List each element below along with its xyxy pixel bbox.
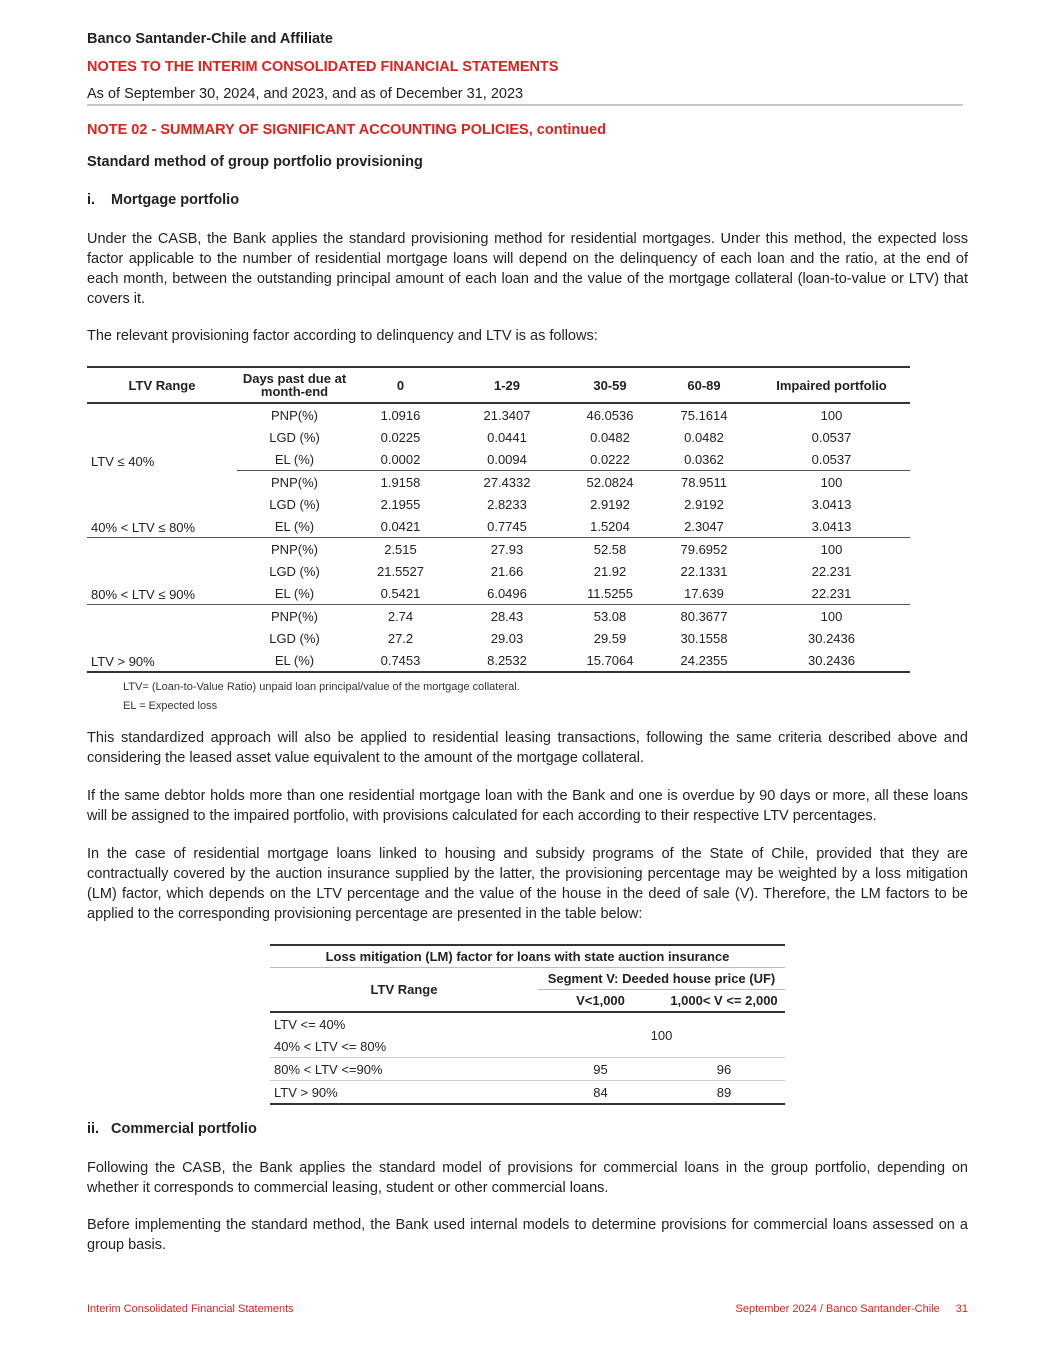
metric-cell: LGD (%) [269,429,320,445]
value-cell: 84 [538,1081,663,1105]
ltv-range-cell: LTV ≤ 40% [91,453,155,469]
value-cell: 27.93 [490,541,524,557]
mortgage-heading-number: i. [87,192,96,208]
merged-value-cell: 100 [538,1012,785,1058]
metric-cell: EL (%) [237,582,352,605]
footer-document-name: Interim Consolidated Financial Statements [87,1303,294,1315]
metric-cell: LGD (%) [269,630,320,646]
as-of-date: As of September 30, 2024, and 2023, and as of December 31, 2023 [87,86,524,102]
value-cell: 28.43 [490,608,524,624]
metric-cell: EL (%) [237,448,352,471]
value-cell: 0.0222 [565,448,655,471]
mortgage-heading [87,192,239,208]
value-cell: 2.515 [384,541,417,557]
value-cell: 1.9158 [380,474,421,490]
value-cell: 0.0537 [811,429,852,445]
value-cell: 3.0413 [753,515,910,538]
value-cell: 95 [538,1058,663,1081]
value-cell: 100 [820,608,843,624]
value-cell: 29.03 [490,630,524,646]
value-cell: 21.3407 [483,407,531,423]
value-cell: 96 [663,1058,785,1081]
value-cell: 22.231 [753,582,910,605]
state-programs-paragraph: In the case of residential mortgage loans linked to housing and subsidy programs of the State of Chile, provided that they are contractually covered by the auction insurance supplied by the latter, the provisioning percentage may be weighted by a loss mitigation (LM) factor, which depends on the LTV percentage and the value of the house in the deed of sale (V). Therefore, the LM factors to be applied to the corresponding provisioning percentage are presented in the table below: [87,846,968,922]
header-days-past-due: Days past due at month-end [237,367,352,403]
value-cell: 0.0482 [684,429,724,445]
ltv-range-cell: 80% < LTV ≤ 90% [87,538,237,605]
note-title: NOTE 02 - SUMMARY OF SIGNIFICANT ACCOUNTING POLICIES, continued [87,122,607,138]
table-row [270,1058,785,1081]
commercial-paragraph-2: Before implementing the standard method, the Bank used internal models to determine provisions for commercial loans assessed on a group basis. [87,1217,968,1253]
value-cell: 6.0496 [449,582,565,605]
table-row [87,538,910,561]
value-cell: 0.7453 [352,649,449,672]
company-name: Banco Santander-Chile and Affiliate [87,31,333,47]
value-cell: 17.639 [655,582,753,605]
value-cell: 52.58 [593,541,627,557]
value-cell: 52.0824 [586,474,634,490]
value-cell: 2.74 [387,608,414,624]
footnote-ltv: LTV= (Loan-to-Value Ratio) unpaid loan principal/value of the mortgage collateral. [123,681,520,693]
value-cell: 11.5255 [565,582,655,605]
page-number: 31 [955,1303,968,1315]
header-v-1000-2000: 1,000< V <= 2,000 [663,990,785,1013]
mortgage-paragraph-1: Under the CASB, the Bank applies the standard provisioning method for residential mortgages. Under this method, the expected loss factor applicable to the number of residential mortgage loans will depend on the delinquency of each loan and the ratio, at the end of each month, between the outstanding principal amount of each loan and the value of the mortgage collateral (loan-to-value or LTV) that covers it. [87,231,968,307]
value-cell: 0.0362 [655,448,753,471]
table-row [87,471,910,494]
commercial-paragraph-1: Following the CASB, the Bank applies the standard model of provisions for commercial loans in the group portfolio, depending on whether it corresponds to commercial leasing, student or other commercial loans. [87,1160,968,1196]
value-cell: 2.1955 [380,496,421,512]
multiple-loans-paragraph: If the same debtor holds more than one residential mortgage loan with the Bank and one is overdue by 90 days or more, all these loans will be assigned to the impaired portfolio, with provisions calculated for each according to their respective LTV percentages. [87,788,968,824]
ltv-range-cell: 40% < LTV ≤ 80% [87,471,237,538]
ltv-range-cell: 40% < LTV <= 80% [270,1035,538,1058]
ltv-range-cell: 80% < LTV <=90% [270,1058,538,1081]
provisioning-factor-table [87,366,910,673]
value-cell: 80.3677 [680,608,728,624]
value-cell: 0.0225 [380,429,421,445]
value-cell: 27.2 [387,630,414,646]
value-cell: 22.231 [811,563,852,579]
value-cell: 89 [663,1081,785,1105]
value-cell: 79.6952 [680,541,728,557]
header-60-89: 60-89 [655,367,753,403]
value-cell: 53.08 [593,608,627,624]
header-ltv-range: LTV Range [87,367,237,403]
value-cell: 27.4332 [483,474,531,490]
value-cell: 21.5527 [377,563,424,579]
footnote-el: EL = Expected loss [123,700,218,712]
commercial-heading-number: ii. [87,1121,100,1137]
value-cell: 30.2436 [753,649,910,672]
loss-mitigation-table [270,944,785,1105]
value-cell: 3.0413 [811,496,852,512]
value-cell: 2.9192 [590,496,630,512]
notes-title: NOTES TO THE INTERIM CONSOLIDATED FINANCIAL STATEMENTS [87,59,559,75]
section-title: Standard method of group portfolio provisioning [87,154,423,170]
header-1-29: 1-29 [449,367,565,403]
table-header-row [87,367,910,403]
ltv-range-cell: LTV > 90% [87,605,237,673]
value-cell: 0.5421 [352,582,449,605]
value-cell: 100 [820,474,843,490]
header-ltv-range: LTV Range [270,968,538,1013]
value-cell: 8.2532 [449,649,565,672]
ltv-range-cell: LTV <= 40% [274,1016,346,1032]
header-impaired-portfolio: Impaired portfolio [753,367,910,403]
value-cell: 0.0441 [487,429,527,445]
table-row [87,403,910,426]
value-cell: 30.2436 [808,630,855,646]
metric-cell: PNP(%) [271,474,318,490]
leasing-paragraph: This standardized approach will also be applied to residential leasing transactions, following the same criteria described above and considering the leased asset value equivalent to the amount of the mortgage collateral. [87,730,968,766]
mortgage-heading-label: Mortgage portfolio [111,192,240,208]
value-cell: 0.0537 [753,448,910,471]
value-cell: 0.0482 [590,429,630,445]
value-cell: 1.0916 [380,407,421,423]
metric-cell: PNP(%) [271,541,318,557]
header-v-under-1000: V<1,000 [538,990,663,1013]
value-cell: 24.2355 [655,649,753,672]
footer-date-entity: September 2024 / Banco Santander-Chile [735,1303,940,1315]
value-cell: 29.59 [593,630,627,646]
metric-cell: EL (%) [237,515,352,538]
ltv-range-cell: LTV > 90% [270,1081,538,1105]
metric-cell: LGD (%) [269,563,320,579]
value-cell: 2.8233 [487,496,527,512]
value-cell: 22.1331 [680,563,728,579]
header-divider [87,104,963,106]
mortgage-paragraph-2: The relevant provisioning factor according to delinquency and LTV is as follows: [87,328,598,344]
value-cell: 30.1558 [680,630,728,646]
header-30-59: 30-59 [565,367,655,403]
table-row [270,1081,785,1105]
header-0: 0 [352,367,449,403]
value-cell: 2.9192 [684,496,724,512]
metric-cell: EL (%) [237,649,352,672]
lm-table-caption: Loss mitigation (LM) factor for loans with state auction insurance [270,945,785,968]
value-cell: 75.1614 [680,407,728,423]
value-cell: 0.0421 [352,515,449,538]
value-cell: 78.9511 [680,474,728,490]
table-row [87,605,910,628]
value-cell: 1.5204 [565,515,655,538]
value-cell: 100 [820,541,843,557]
metric-cell: PNP(%) [271,407,318,423]
table-row [270,1012,785,1035]
metric-cell: LGD (%) [269,496,320,512]
value-cell: 2.3047 [655,515,753,538]
commercial-heading [87,1121,257,1137]
header-segment-v: Segment V: Deeded house price (UF) [538,968,785,990]
value-cell: 0.0094 [449,448,565,471]
table-caption-row [270,945,785,968]
value-cell: 46.0536 [586,407,634,423]
value-cell: 21.66 [490,563,524,579]
value-cell: 0.7745 [449,515,565,538]
value-cell: 15.7064 [565,649,655,672]
metric-cell: PNP(%) [271,608,318,624]
value-cell: 100 [820,407,843,423]
value-cell: 21.92 [593,563,627,579]
table-header-row [270,968,785,990]
commercial-heading-label: Commercial portfolio [111,1121,257,1137]
value-cell: 0.0002 [352,448,449,471]
footer-right [736,1303,969,1315]
